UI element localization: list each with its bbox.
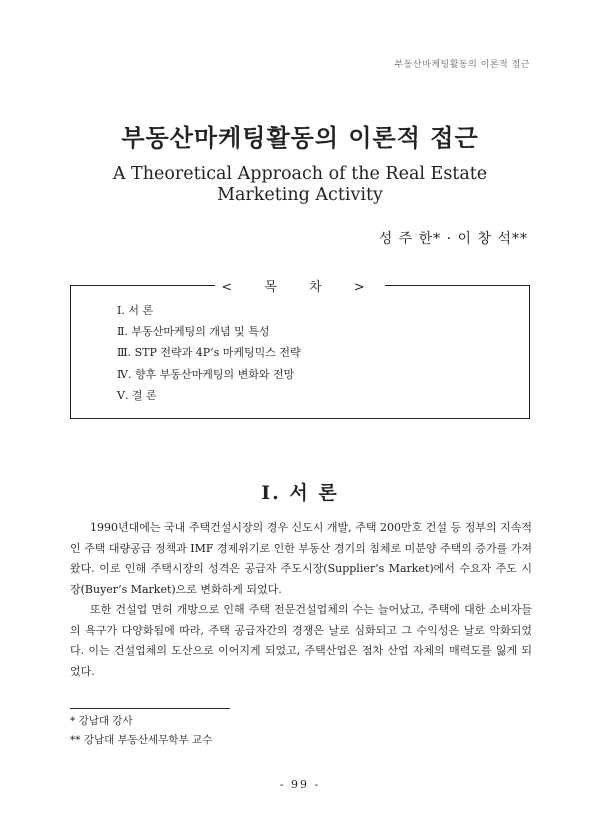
toc-item: Ⅲ. STP 전략과 4P’s 마케팅믹스 전략 xyxy=(117,346,301,360)
page-number: - 99 - xyxy=(279,778,321,791)
running-head: 부동산마케팅활동의 이론적 접근 xyxy=(394,60,530,70)
section-heading: Ⅰ. 서 론 xyxy=(261,482,339,504)
title-english xyxy=(0,164,600,206)
toc-item: Ⅴ. 결 론 xyxy=(117,388,157,402)
paragraph: 1990년대에는 국내 주택건설시장의 경우 신도시 개발, 주택 200만호 건설 등 정부의 지속적인 주택 대량공급 정책과 IMF 경제위기로 인한 부동산 경기의 침체로 미분양 주택의 증가를 가져왔다. 이로 인해 주택시장의 성격은 공급자 주도시장(Supplier’s Market)에서 수요자 주도 시장(Buyer’s Market)으로 변화하게 되었다. xyxy=(70,521,532,596)
authors: 성 주 한* · 이 창 석** xyxy=(378,231,528,247)
toc-item: Ⅰ. 서 론 xyxy=(117,304,154,317)
toc-title-text: < 목 차 > xyxy=(215,280,384,295)
toc-title xyxy=(71,276,529,295)
footnote-divider xyxy=(70,708,230,709)
footnote: * 강남대 강사 xyxy=(70,715,133,727)
title-english-line-1: A Theoretical Approach of the Real Estate xyxy=(112,164,488,184)
title-english-line-2: Marketing Activity xyxy=(217,185,383,205)
toc-item: Ⅱ. 부동산마케팅의 개념 및 특성 xyxy=(117,325,270,339)
footnote: ** 강남대 부동산세무학부 교수 xyxy=(70,734,213,746)
toc-list xyxy=(117,300,301,406)
toc-item: Ⅳ. 향후 부동산마케팅의 변화와 전망 xyxy=(117,367,295,381)
paragraph: 또한 건설업 면허 개방으로 인해 주택 전문건설업체의 수는 늘어났고, 주택에 대한 소비자들의 욕구가 다양화됨에 따라, 주택 공급자간의 경쟁은 날로 심화되고 그 수익성은 날로 악화되었다. 이는 건설업체의 도산으로 이어지게 되었고, 주택산업은 점차 산업 자체의 매력도를 잃게 되었다. xyxy=(70,603,532,678)
table-of-contents xyxy=(70,280,530,419)
title-korean: 부동산마케팅활동의 이론적 접근 xyxy=(121,123,479,152)
footnotes xyxy=(70,712,212,750)
body-text xyxy=(70,518,532,682)
